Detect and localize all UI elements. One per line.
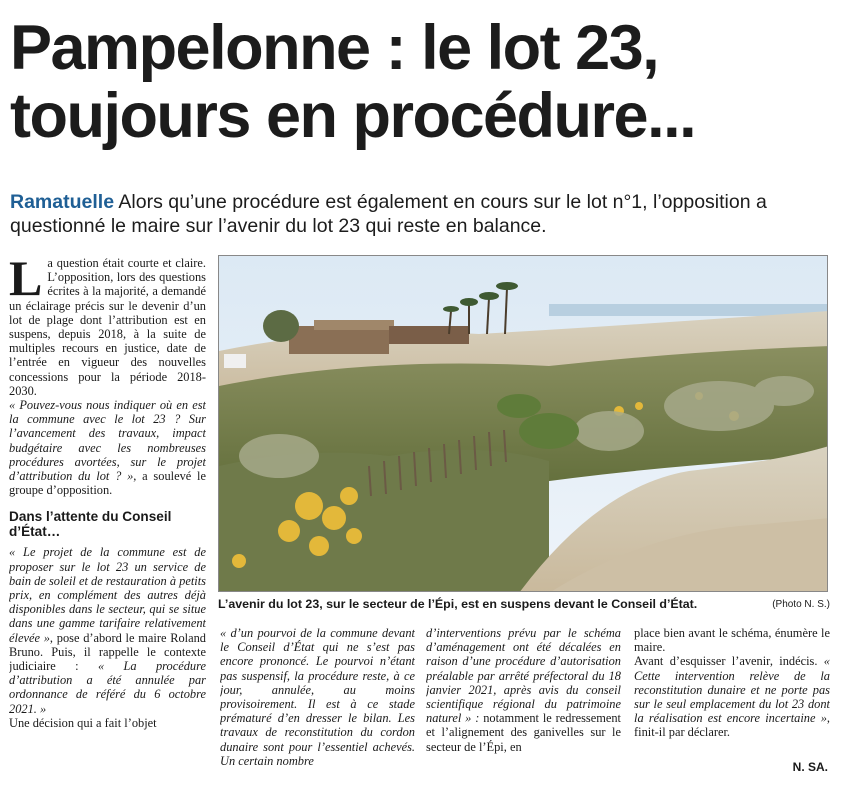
caption-text: L’avenir du lot 23, sur le secteur de l’Épi, est en suspens devant le Conseil d’État. — [218, 597, 698, 611]
author-signature: N. SA. — [792, 760, 828, 774]
paragraph-decision: Une décision qui a fait l’objet — [9, 715, 157, 730]
mayor-quote: « Le projet de la commune est de proposer sur le lot 23 un service de bain de soleil et de restauration à petits prix, en complément des autres déjà disponibles dans le secteur, qui se situe dans une gamme tarifaire relativement élevée » — [9, 545, 206, 645]
paragraph-interventions: d’interventions prévu par le schéma d’aménagement ont été décalées en raison d’une procédure d’autorisation préalable par arrêté préfectoral du 18 janvier 2021, après avis du conseil scientifique régional du patrimoine naturel » : notamment le redressement et l’alignement des ganivelles sur le secteur de l’Épi, en — [426, 626, 621, 754]
article-column-4 — [634, 626, 830, 776]
closing-quote: « Cette intervention relève de la reconstitution dunaire et ne porte pas sur le seul emplacement du lot 23 dont la réalisation est encore incertaine » — [634, 654, 830, 726]
paragraph-mayor: « Le projet de la commune est de proposer sur le lot 23 un service de bain de soleil et de restauration à petits prix, en complément des autres déjà disponibles dans le secteur, qui se situe dans une gamme tarifaire relativement élevée », pose d’abord le maire Roland Bruno. Puis, il rappelle le contexte judiciaire : « La procédure d’attribution a été annulée par ordonnance de référé du 6 octobre 2021. » — [9, 545, 206, 716]
article-column-2 — [220, 626, 415, 776]
headline-line-1: Pampelonne : le lot 23, — [10, 13, 659, 83]
photo-caption — [218, 597, 830, 612]
photo-credit: (Photo N. S.) — [772, 599, 830, 610]
paragraph-question: « Pouvez-vous nous indiquer où en est la commune avec le lot 23 ? Sur l’avancement des travaux, impact budgétaire avec les nombreuses procédures avortées, sur le projet d’attribution du lot ? », a soulevé le groupe d’opposition. — [9, 398, 206, 498]
subheading: Dans l’attente du Conseil d’État… — [9, 509, 172, 540]
paragraph-enumeration: place bien avant le schéma, énumère le maire. — [634, 626, 830, 655]
article-column-3 — [426, 626, 621, 776]
paragraph-conclusion: Avant d’esquisser l’avenir, indécis. « Cette intervention relève de la reconstitution dunaire et ne porte pas sur le seul emplacement du lot 23 dont la réalisation est encore incertaine », finit-il par déclarer. — [634, 654, 830, 740]
article-photo — [218, 255, 828, 592]
beach-dune-photo — [219, 256, 828, 592]
judicial-quote: « La procédure d’attribution a été annulée par ordonnance de référé du 6 octobre 2021. » — [9, 659, 206, 716]
kicker-location: Ramatuelle — [10, 191, 115, 213]
headline — [10, 14, 850, 150]
article-column-1 — [9, 256, 206, 786]
paragraph-1: La question était courte et claire. L’opposition, lors des questions écrites à la majorité, a demandé un éclairage précis sur le devenir d’un lot de plage dont l’attribution est en suspens, depuis 2018, à la suite de multiples recours en justice, date de l’entrée en vigueur des nouvelles concessions pour la période 2018-2030. — [9, 256, 206, 398]
intro-paragraph — [10, 190, 850, 238]
intro-text: Alors qu’une procédure est également en cours sur le lot n°1, l’opposition a questionné le maire sur l’avenir du lot 23 qui reste en balance. — [10, 191, 767, 237]
opposition-quote: « Pouvez-vous nous indiquer où en est la commune avec le lot 23 ? Sur l’avancement des travaux, impact budgétaire avec les nombreuses procédures avortées, sur le projet d’attribution du lot ? » — [9, 398, 206, 484]
mayor-quote-continued: « d’un pourvoi de la commune devant le Conseil d’État qui ne s’est pas encore prononcé. Le pourvoi n’étant pas suspensif, la procédure reste, à ce jour, annulée, au moins provisoirement. Il est à ce stade prématuré d’en dresser le bilan. Les travaux de reconstitution du cordon dunaire sont pour l’essentiel achevés. Un certain nombre — [220, 626, 415, 768]
headline-line-2: toujours en procédure... — [10, 81, 696, 151]
drop-cap: L — [9, 256, 43, 306]
